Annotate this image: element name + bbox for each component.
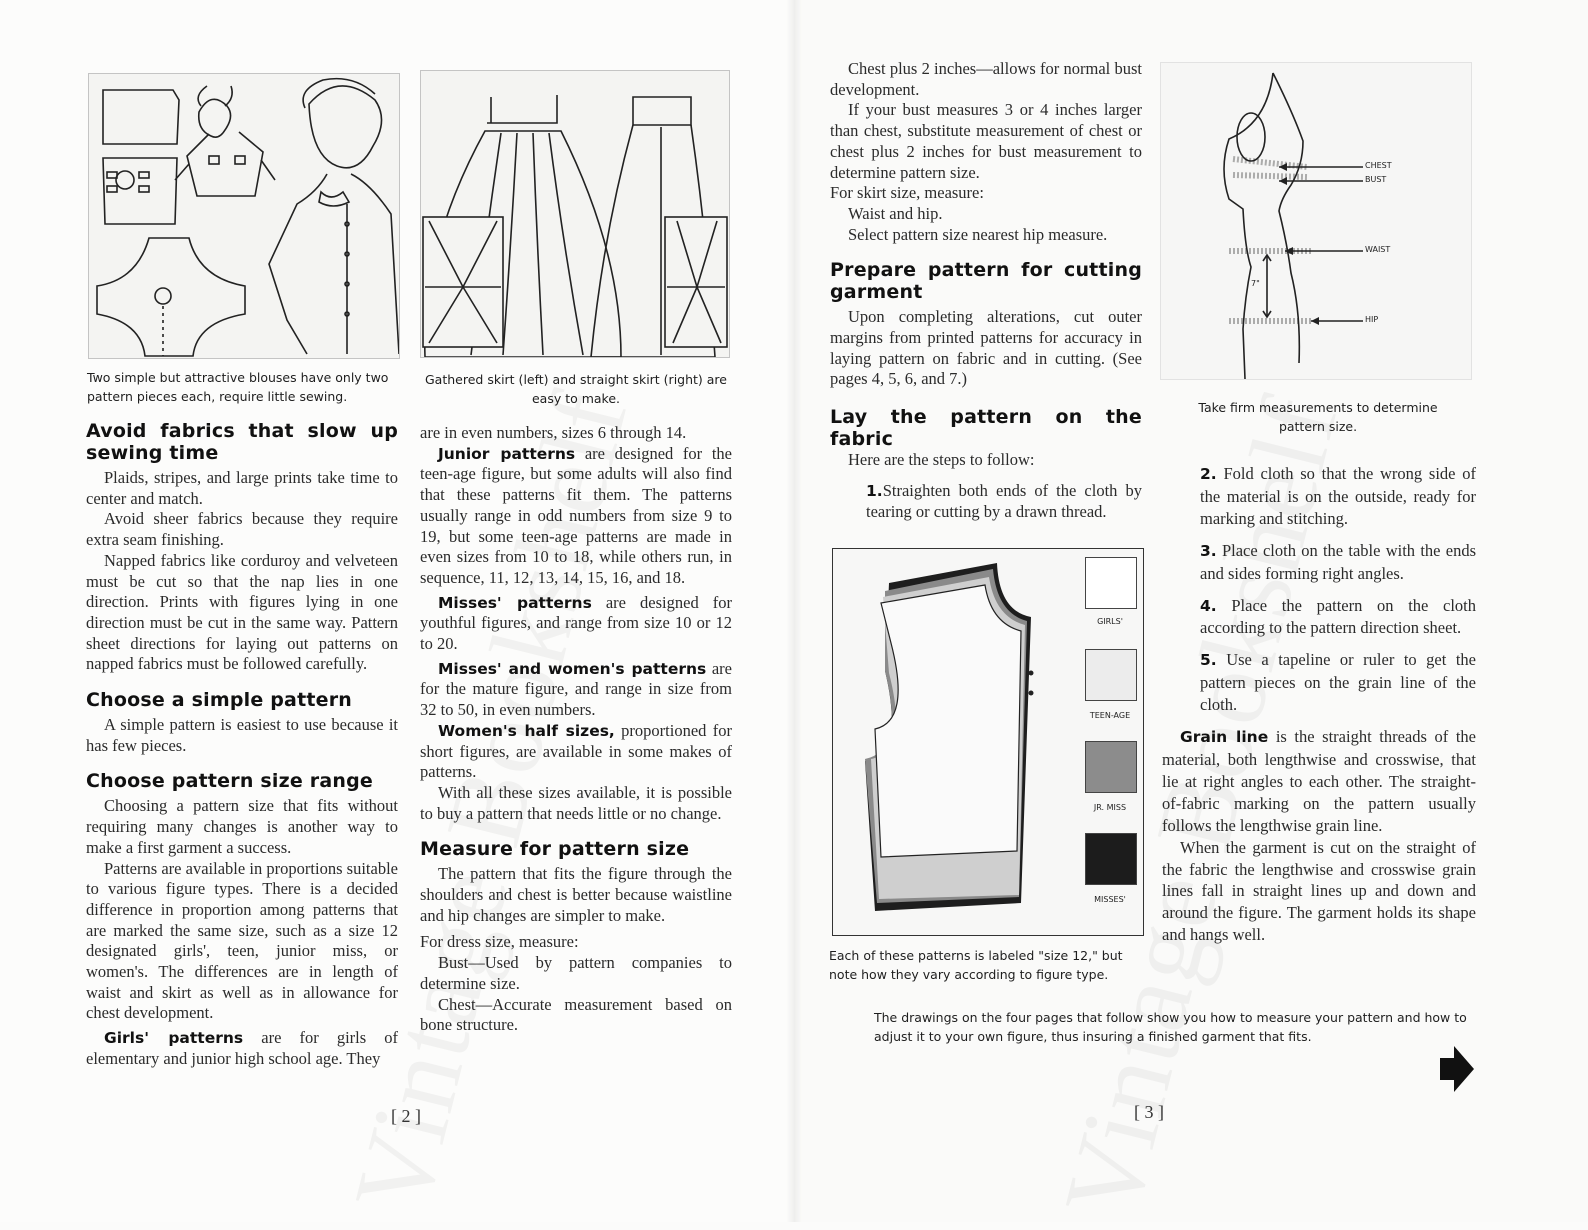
para-sheer: Avoid sheer fabrics because they require extra seam finishing. xyxy=(86,509,398,550)
heading-simple-pattern: Choose a simple pattern xyxy=(86,689,353,712)
label-seven-inches: 7" xyxy=(1251,279,1260,288)
blouses-caption: Two simple but attractive blouses have only two pattern pieces each, require little sewing. xyxy=(87,370,389,404)
para-half-sizes xyxy=(420,721,732,783)
half-sizes-run-in: Women's half sizes, xyxy=(438,721,615,740)
label-misses: MISSES' xyxy=(1094,895,1126,904)
skirts-illustration xyxy=(420,70,730,358)
label-jr-miss: JR. MISS xyxy=(1093,803,1127,812)
girls-text: are for girls of elementary and junior high school age. They xyxy=(86,1028,399,1068)
swatch-jr-miss xyxy=(1085,741,1137,793)
left-column-2 xyxy=(420,423,732,1036)
misses-run-in: Misses' patterns xyxy=(438,593,592,612)
para-girls xyxy=(86,1028,398,1069)
next-page-arrow-icon[interactable] xyxy=(1440,1046,1474,1092)
measurement-caption: Take firm measurements to determine pattern size. xyxy=(1198,400,1438,434)
heading-lay-pattern: Lay the pattern on the fabric xyxy=(830,406,1142,451)
swatch-misses xyxy=(1085,833,1137,885)
page-number-left: [ 2 ] xyxy=(391,1106,421,1126)
para-measure: The pattern that fits the figure through the shoulders and chest is better because waistline and hip changes are simpler to make. xyxy=(420,864,732,925)
swatch-girls xyxy=(1085,557,1137,609)
right-column-1 xyxy=(830,59,1142,532)
skirts-caption: Gathered skirt (left) and straight skirt (right) are easy to make. xyxy=(425,372,727,406)
heading-prepare: Prepare pattern for cutting garment xyxy=(830,259,1142,304)
half-sizes-text: proportioned for short figures, are available in some makes of patterns. xyxy=(420,720,732,782)
para-waist-hip: Waist and hip. xyxy=(848,203,943,223)
para-simple: A simple pattern is easiest to use because it has few pieces. xyxy=(86,715,398,755)
step-2-text: Fold cloth so that the wrong side of the material is on the outside, ready for marking and stitching. xyxy=(1200,464,1476,528)
following-pages-note: The drawings on the four pages that follow show you how to measure your pattern and how to adjust it to your own figure, thus insuring a finished garment that fits. xyxy=(874,1010,1467,1044)
step-4-number: 4. xyxy=(1200,596,1217,615)
step-4-text: Place the pattern on the cloth according to the pattern direction sheet. xyxy=(1200,595,1477,638)
grain-line-run-in: Grain line xyxy=(1180,728,1269,747)
para-dress-size: For dress size, measure: xyxy=(420,932,579,952)
pattern-sizes-illustration xyxy=(832,548,1144,936)
label-teen-age: TEEN-AGE xyxy=(1089,711,1131,720)
para-even-numbers: are in even numbers, sizes 6 through 14. xyxy=(420,423,687,442)
measurement-illustration xyxy=(1160,62,1472,380)
step-2 xyxy=(1162,463,1476,530)
heading-measure: Measure for pattern size xyxy=(420,838,690,861)
step-3 xyxy=(1162,540,1476,585)
right-page xyxy=(794,0,1588,1222)
heading-size-range: Choose pattern size range xyxy=(86,770,373,793)
para-proportions: Patterns are available in proportions suitable to various figure types. There is a decided difference in proportion among patterns that are marked the same size, such as a size 12 designated girls', teen, junior miss, or women's. The differences are in length of waist and skirt as well as in allowance for chest development. xyxy=(86,858,398,1023)
para-steps: Here are the steps to follow: xyxy=(848,450,1035,470)
para-plaids: Plaids, stripes, and large prints take time to center and match. xyxy=(86,468,398,508)
junior-text: are designed for the teen-age figure, but some adults will also find that these patterns fit them. The patterns usually range in odd numbers from size 9 to 19, but some teen-age patterns are made in even sizes from 10 to 18, while others run, in sequence, 11, 12, 13, 14, 15, 16, and 18. xyxy=(420,443,732,587)
para-junior xyxy=(420,444,732,589)
misses-text: are designed for youthful figures, and range from size 10 or 12 to 20. xyxy=(420,592,733,654)
para-skirt-size: For skirt size, measure: xyxy=(830,183,984,203)
junior-run-in: Junior patterns xyxy=(438,444,576,463)
right-column-2 xyxy=(1162,463,1476,946)
para-napped: Napped fabrics like corduroy and velveteen must be cut so that the nap lies in one direction. Prints with figures lying in one direction must be cut in the same way. Pattern sheet directions for laying out patterns on napped fabrics must be followed carefully. xyxy=(86,550,398,674)
step-5-number: 5. xyxy=(1200,651,1217,670)
step-2-number: 2. xyxy=(1200,465,1217,483)
girls-run-in: Girls' patterns xyxy=(104,1029,244,1048)
para-chest: Chest—Accurate measurement based on bone structure. xyxy=(420,994,732,1035)
para-prepare: Upon completing alterations, cut outer margins from printed patterns for accuracy in laying pattern on fabric and in cutting. (See pages 4, 5, 6, and 7.) xyxy=(830,307,1142,389)
step-5 xyxy=(1162,649,1476,716)
para-all-sizes: With all these sizes available, it is possible to buy a pattern that needs little or no change. xyxy=(420,782,732,823)
para-chest-plus: Chest plus 2 inches—allows for normal bust development. xyxy=(830,59,1142,99)
misses-women-text: are for the mature figure, and range in size from 32 to 50, in even numbers. xyxy=(420,658,732,720)
step-1-text: Straighten both ends of the cloth by tearing or cutting by a drawn thread. xyxy=(866,480,1142,521)
left-page xyxy=(0,0,794,1222)
para-when-garment: When the garment is cut on the straight of the fabric the lengthwise and crosswise grain lines fall in straight lines up and down and around the figure. The garment holds its shape and hangs well. xyxy=(1162,837,1476,945)
book-gutter xyxy=(786,0,802,1222)
step-1 xyxy=(830,481,1142,522)
step-1-number: 1. xyxy=(866,481,883,500)
step-5-text: Use a tapeline or ruler to get the pattern pieces on the grain line of the cloth. xyxy=(1200,650,1477,715)
para-select: Select pattern size nearest hip measure. xyxy=(848,224,1108,244)
blouses-illustration xyxy=(88,73,400,359)
label-waist: WAIST xyxy=(1365,245,1391,254)
para-bust: Bust—Used by pattern companies to determine size. xyxy=(420,953,732,993)
pattern-sizes-caption: Each of these patterns is labeled "size 12," but note how they vary according to figure type. xyxy=(829,948,1123,982)
swatch-teen-age xyxy=(1085,649,1137,701)
misses-women-run-in: Misses' and women's patterns xyxy=(438,659,707,678)
page-number-right: [ 3 ] xyxy=(1134,1102,1164,1122)
step-3-text: Place cloth on the table with the ends and sides forming right angles. xyxy=(1200,540,1476,583)
para-if-bust: If your bust measures 3 or 4 inches larger than chest, substitute measurement of chest or chest plus 2 inches for bust measurement to determine pattern size. xyxy=(830,100,1142,182)
label-hip: HIP xyxy=(1365,315,1379,324)
step-3-number: 3. xyxy=(1200,541,1217,560)
para-misses-women xyxy=(420,659,732,721)
step-4 xyxy=(1162,595,1476,640)
para-grain-line xyxy=(1162,726,1476,837)
grain-line-text: is the straight threads of the material, both lengthwise and crosswise, that lie at right angles to each other. The straight-of-fabric marking on the pattern usually follows the lengthwise grain line. xyxy=(1162,727,1476,835)
para-choosing: Choosing a pattern size that fits without requiring many changes is another way to make a first garment a success. xyxy=(86,796,398,857)
heading-avoid-fabrics: Avoid fabrics that slow up sewing time xyxy=(86,420,398,464)
left-column-1 xyxy=(86,420,398,1070)
para-misses xyxy=(420,593,732,655)
label-chest: CHEST xyxy=(1365,161,1392,170)
label-girls: GIRLS' xyxy=(1097,617,1123,626)
label-bust: BUST xyxy=(1365,175,1387,184)
